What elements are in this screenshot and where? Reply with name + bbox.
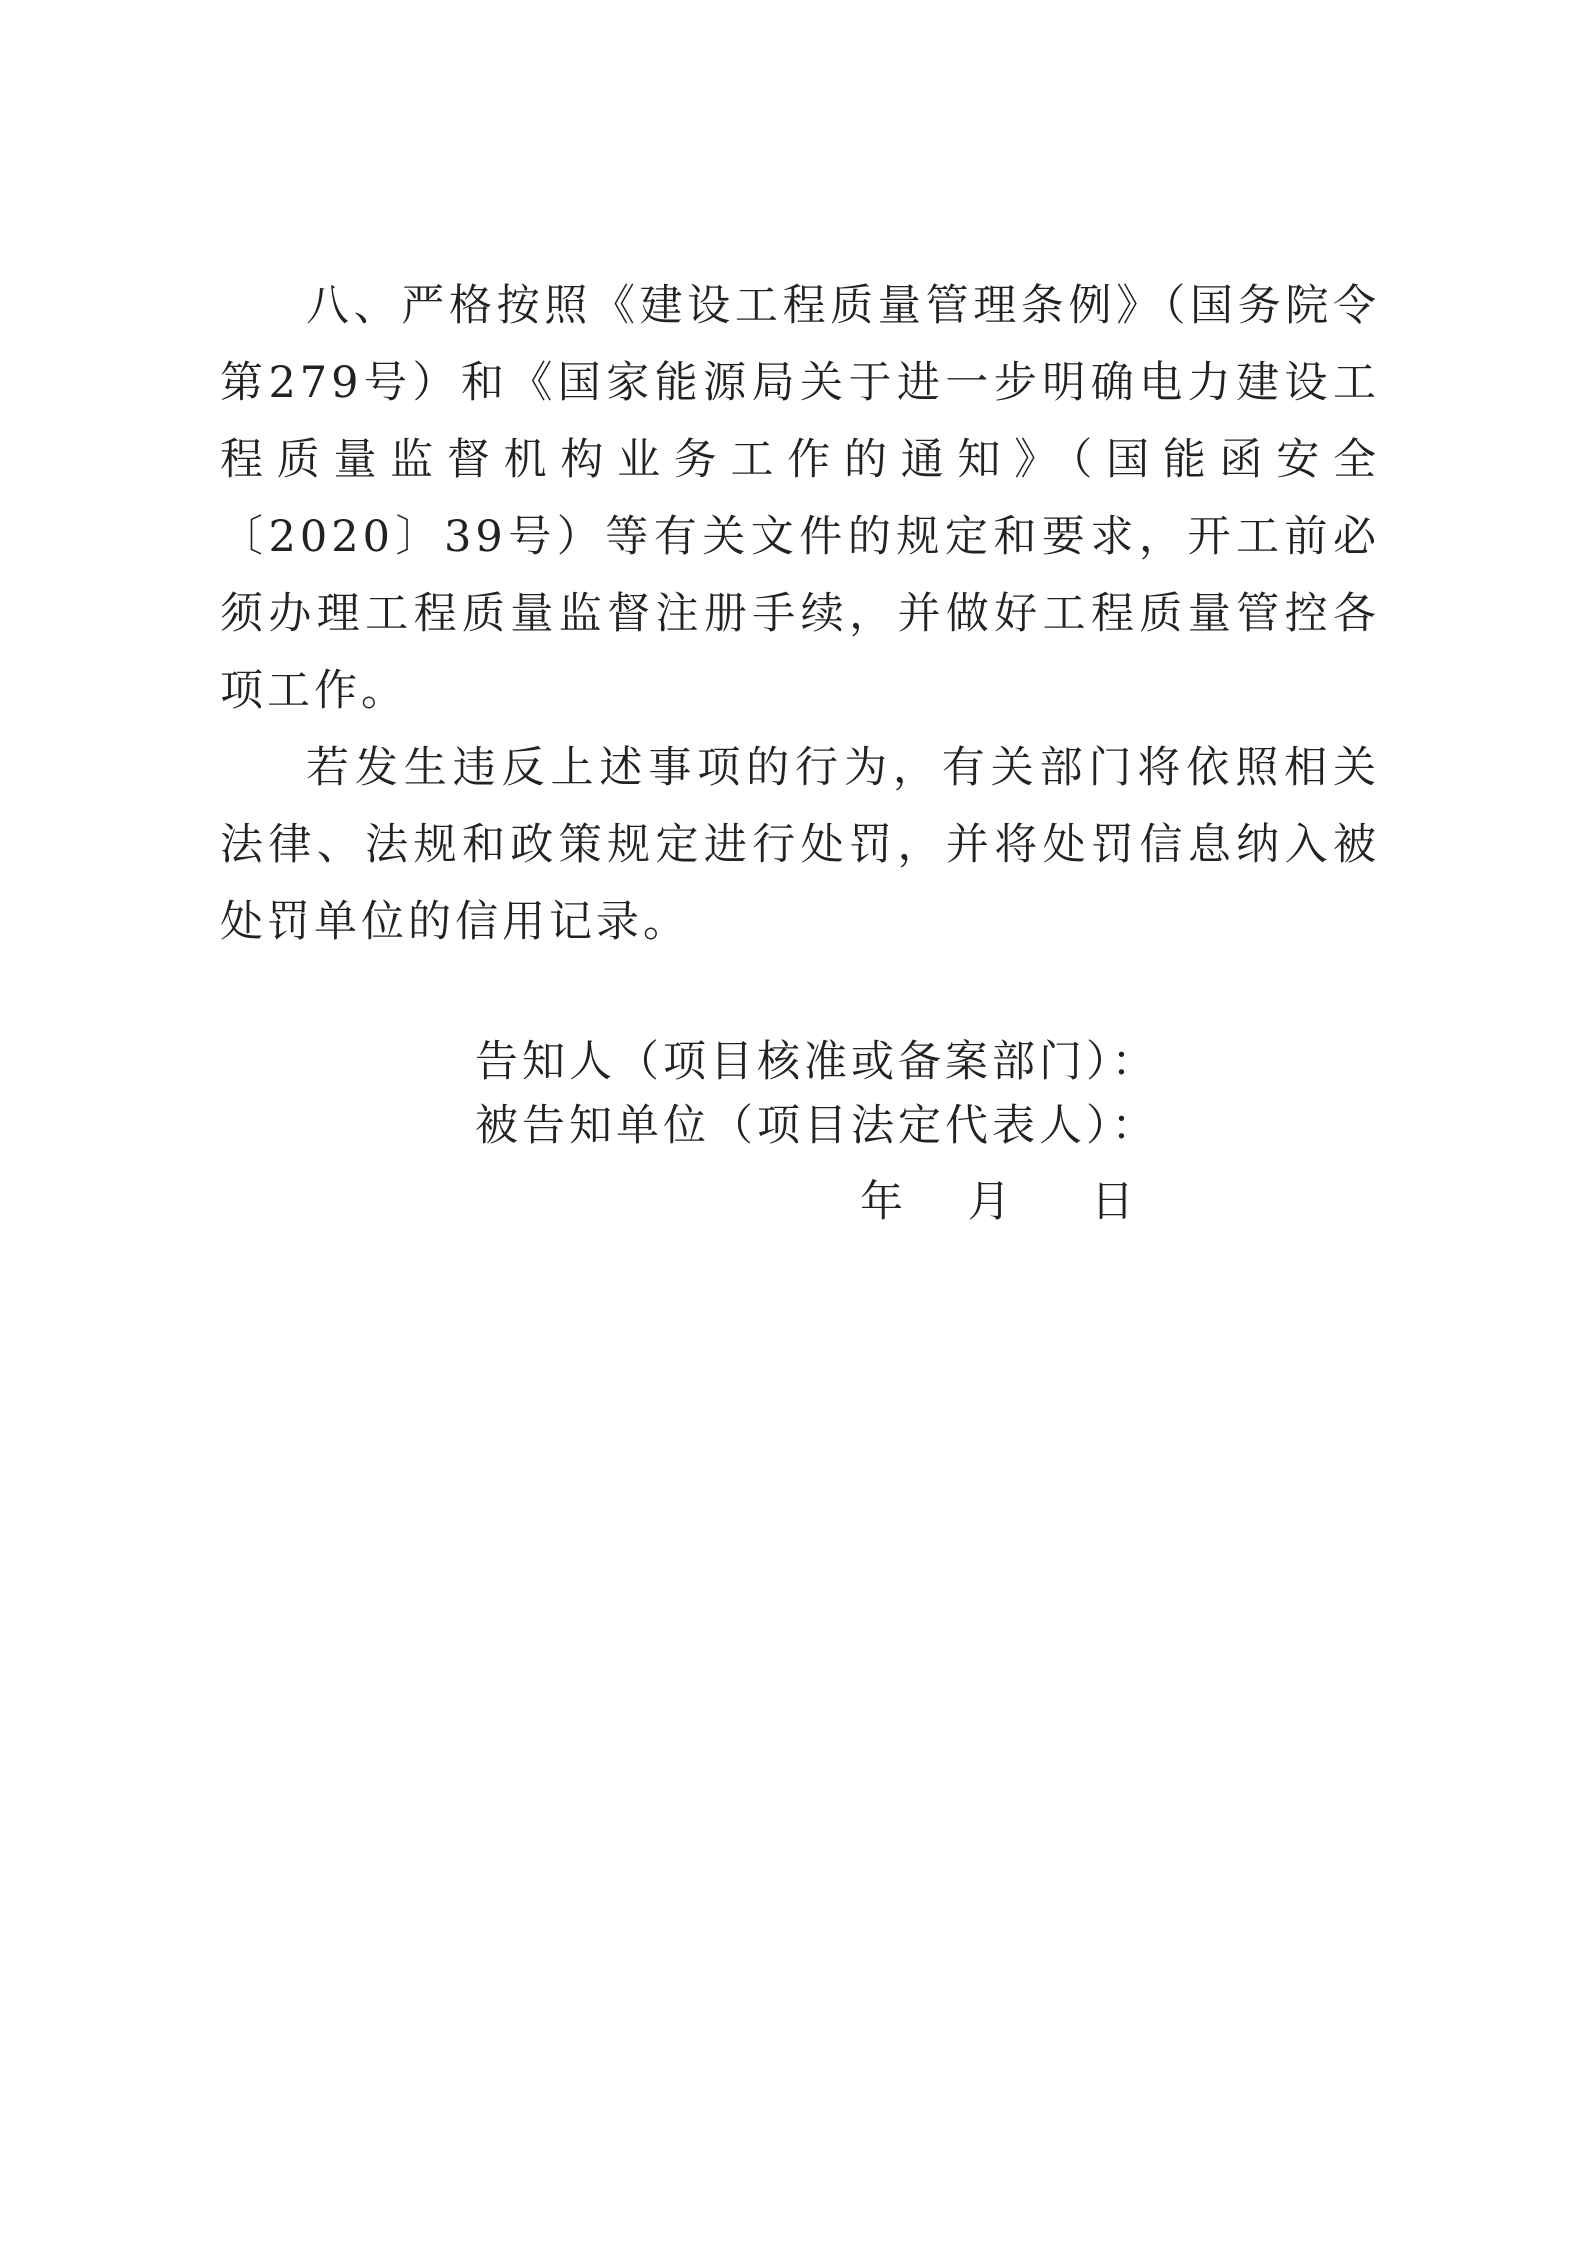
notifier-label: 告知人（项目核准或备案部门）： (475, 1037, 1159, 1087)
date-line: 年 月 日 (860, 1177, 1137, 1227)
signature-block (475, 1030, 1159, 1158)
document-body (220, 268, 1380, 961)
notified-party-label: 被告知单位（项目法定代表人）： (475, 1101, 1159, 1151)
paragraph-item-8: 八、严格按照《建设工程质量管理条例》（国务院令第279号）和《国家能源局关于进一步明确电力建设工程质量监督机构业务工作的通知》（国能函安全〔2020〕39号）等有关文件的规定和要求，开工前必须办理工程质量监督注册手续，并做好工程质量管控各项工作。 (220, 281, 1380, 716)
paragraph-penalty-notice: 若发生违反上述事项的行为，有关部门将依照相关法律、法规和政策规定进行处罚，并将处罚信息纳入被处罚单位的信用记录。 (220, 743, 1380, 947)
